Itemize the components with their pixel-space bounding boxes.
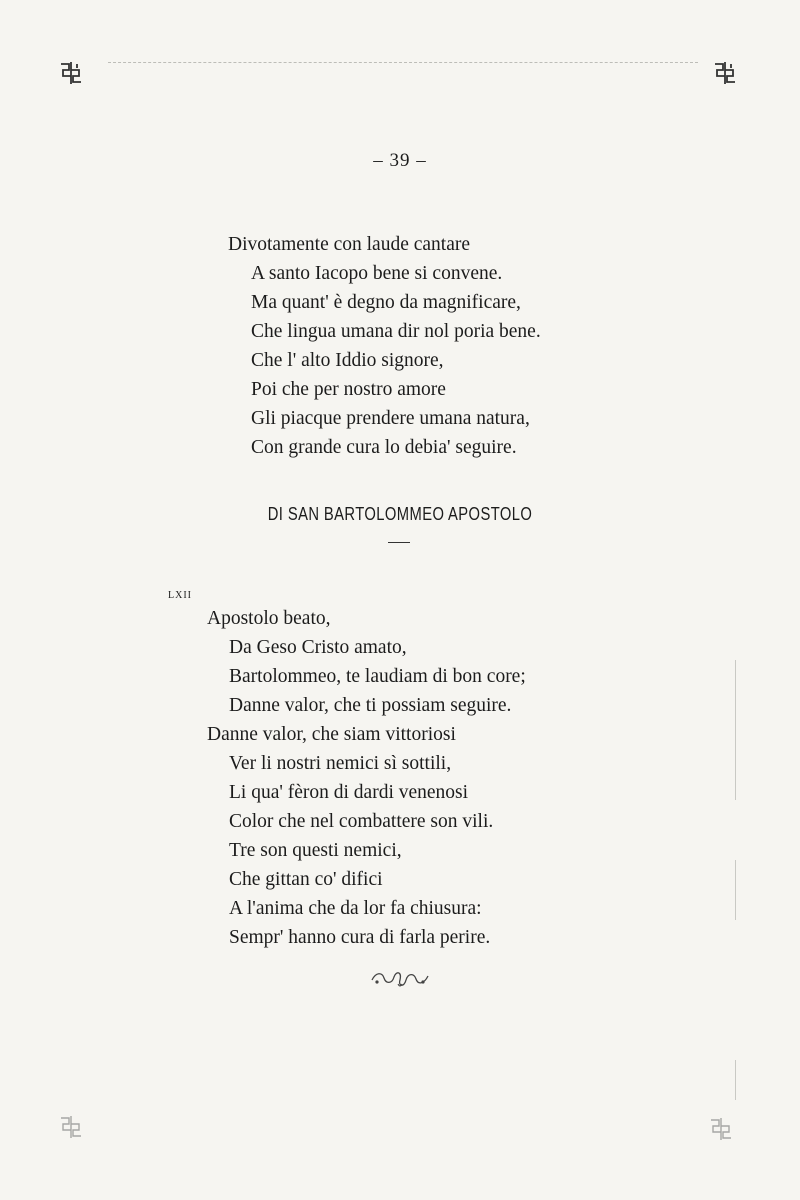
scan-edge-mark bbox=[735, 660, 736, 800]
verse-line: Danne valor, che siam vittoriosi bbox=[207, 724, 456, 745]
corner-fret-ornament-icon bbox=[58, 1112, 84, 1142]
verse-line: Sempr' hanno cura di farla perire. bbox=[229, 927, 491, 948]
verse-line: Da Geso Cristo amato, bbox=[229, 637, 407, 658]
verse-line: Danne valor, che ti possiam seguire. bbox=[229, 695, 512, 716]
header-rule bbox=[108, 62, 698, 63]
verse-line: Divotamente con laude cantare bbox=[228, 234, 471, 255]
verse-line: Con grande cura lo debia' seguire. bbox=[251, 437, 517, 458]
scan-edge-mark bbox=[735, 1060, 736, 1100]
hymn-number: LXII bbox=[168, 590, 192, 601]
verse-line: Ver li nostri nemici sì sottili, bbox=[229, 753, 452, 774]
verse-line: Li qua' fèron di dardi venenosi bbox=[229, 782, 469, 803]
corner-fret-ornament-icon bbox=[708, 1114, 734, 1144]
verse-line: Che gittan co' difici bbox=[229, 869, 383, 890]
verse-line: Tre son questi nemici, bbox=[229, 840, 402, 861]
verse-line: Che lingua umana dir nol poria bene. bbox=[251, 321, 541, 342]
verse-line: A santo Iacopo bene si convene. bbox=[251, 263, 503, 284]
page-number: – 39 – bbox=[373, 150, 427, 171]
verse-line: Poi che per nostro amore bbox=[251, 379, 446, 400]
verse-line: Apostolo beato, bbox=[207, 608, 331, 629]
corner-fret-ornament-icon bbox=[712, 58, 738, 88]
verse-line: A l'anima che da lor fa chiusura: bbox=[229, 898, 482, 919]
heading-rule bbox=[388, 542, 410, 543]
verse-line: Color che nel combattere son vili. bbox=[229, 811, 494, 832]
section-heading: DI SAN BARTOLOMMEO APOSTOLO bbox=[267, 504, 533, 524]
floral-ornament-icon bbox=[368, 968, 432, 990]
verse-line: Bartolommeo, te laudiam di bon core; bbox=[229, 666, 526, 687]
verse-line: Ma quant' è degno da magnificare, bbox=[251, 292, 521, 313]
scan-edge-mark bbox=[735, 860, 736, 920]
corner-fret-ornament-icon bbox=[58, 58, 84, 88]
verse-line: Gli piacque prendere umana natura, bbox=[251, 408, 530, 429]
verse-line: Che l' alto Iddio signore, bbox=[251, 350, 444, 371]
